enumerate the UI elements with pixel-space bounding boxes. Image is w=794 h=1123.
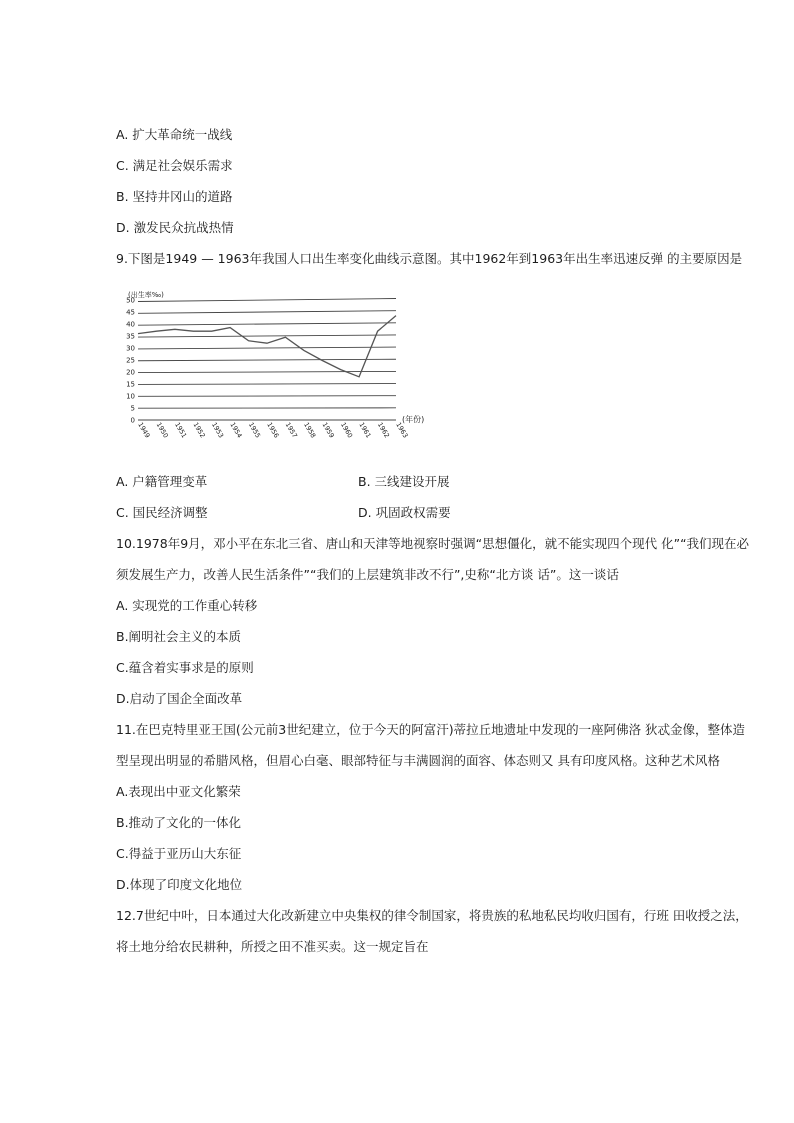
- question-10-stem-line1: 10.1978年9月，邓小平在东北三省、唐山和天津等地视察时强调“思想僵化，就不能实现四个现代 化”“我们现在必: [116, 536, 750, 551]
- gridline-25: [138, 359, 396, 361]
- y-tick-35: 35: [126, 332, 135, 341]
- y-tick-40: 40: [126, 320, 135, 329]
- gridline-45: [138, 311, 396, 314]
- question-12-stem-line1: 12.7世纪中叶，日本通过大化改新建立中央集权的律令制国家，将贵族的私地私民均收归国有，行班 田收授之法，: [116, 908, 748, 923]
- gridline-10: [138, 396, 396, 397]
- x-tick-1962: 1962: [375, 421, 392, 440]
- y-tick-10: 10: [126, 392, 135, 401]
- x-tick-1961: 1961: [357, 421, 373, 440]
- gridline-40: [138, 323, 396, 325]
- x-tick-1960: 1960: [338, 421, 355, 440]
- gridline-20: [138, 371, 396, 372]
- question-10-option-a: A. 实现党的工作重心转移: [116, 598, 258, 613]
- y-tick-0: 0: [130, 416, 135, 425]
- x-tick-1954: 1954: [228, 421, 244, 440]
- question-9-stem: 9.下图是1949 — 1963年我国人口出生率变化曲线示意图。其中1962年到1963年出生率迅速反弹 的主要原因是: [116, 251, 743, 266]
- question-10-stem-line2: 须发展生产力，改善人民生活条件”“我们的上层建筑非改不行”,史称“北方谈 话”。这一谈话: [116, 567, 619, 582]
- question-11-option-c: C.得益于亚历山大东征: [116, 846, 242, 861]
- y-tick-20: 20: [126, 368, 135, 377]
- option-a-prev: A. 扩大革命统一战线: [116, 127, 233, 142]
- question-10-option-b: B.阐明社会主义的本质: [116, 629, 242, 644]
- x-tick-1958: 1958: [302, 421, 318, 440]
- y-tick-50: 50: [126, 296, 135, 305]
- option-d-prev: D. 激发民众抗战热情: [116, 220, 234, 235]
- gridline-15: [138, 384, 396, 385]
- x-tick-1952: 1952: [191, 421, 207, 440]
- x-axis-label: (年份): [402, 415, 425, 424]
- x-tick-labels: [136, 421, 409, 439]
- gridline-50: [138, 299, 396, 302]
- x-tick-1959: 1959: [320, 421, 336, 440]
- question-9-option-c: C. 国民经济调整: [116, 505, 208, 520]
- question-10-option-d: D.启动了国企全面改革: [116, 691, 243, 706]
- y-tick-25: 25: [126, 356, 135, 365]
- gridline-30: [138, 347, 396, 349]
- option-b-prev: B. 坚持井冈山的道路: [116, 189, 233, 204]
- x-tick-1951: 1951: [173, 421, 189, 440]
- y-tick-30: 30: [126, 344, 135, 353]
- x-tick-1963: 1963: [394, 421, 410, 440]
- x-tick-1949: 1949: [136, 421, 152, 440]
- option-c-prev: C. 满足社会娱乐需求: [116, 158, 233, 173]
- x-tick-1953: 1953: [209, 421, 226, 440]
- x-tick-1957: 1957: [283, 421, 299, 440]
- y-tick-5: 5: [130, 404, 135, 413]
- question-11-stem-line1: 11.在巴克特里亚王国(公元前3世纪建立，位于今天的阿富汗)蒂拉丘地遗址中发现的一座阿佛洛 狄忒金像，整体造: [116, 722, 746, 737]
- y-tick-15: 15: [126, 380, 135, 389]
- question-10-option-c: C.蕴含着实事求是的原则: [116, 660, 254, 675]
- question-9-option-b: B. 三线建设开展: [358, 474, 450, 489]
- question-12-stem-line2: 将土地分给农民耕种，所授之田不准买卖。这一规定旨在: [116, 939, 429, 954]
- chart-grid: [138, 299, 396, 421]
- y-tick-45: 45: [126, 308, 135, 317]
- x-tick-1956: 1956: [265, 421, 281, 440]
- question-11-option-d: D.体现了印度文化地位: [116, 877, 243, 892]
- y-tick-labels: [126, 297, 135, 425]
- question-11-option-b: B.推动了文化的一体化: [116, 815, 242, 830]
- gridline-35: [138, 335, 396, 337]
- x-tick-1950: 1950: [154, 421, 170, 440]
- question-9-option-d: D. 巩固政权需要: [358, 505, 451, 520]
- y-axis-label: (出生率‰): [128, 291, 164, 299]
- question-11-option-a: A.表现出中亚文化繁荣: [116, 784, 241, 799]
- question-9-option-a: A. 户籍管理变革: [116, 474, 208, 489]
- question-11-stem-line2: 型呈现出明显的希腊风格，但眉心白毫、眼部特征与丰满圆润的面容、体态则又 具有印度风格。这种艺术风格: [116, 753, 720, 768]
- birth-rate-chart: [118, 288, 448, 448]
- x-tick-1955: 1955: [246, 421, 263, 440]
